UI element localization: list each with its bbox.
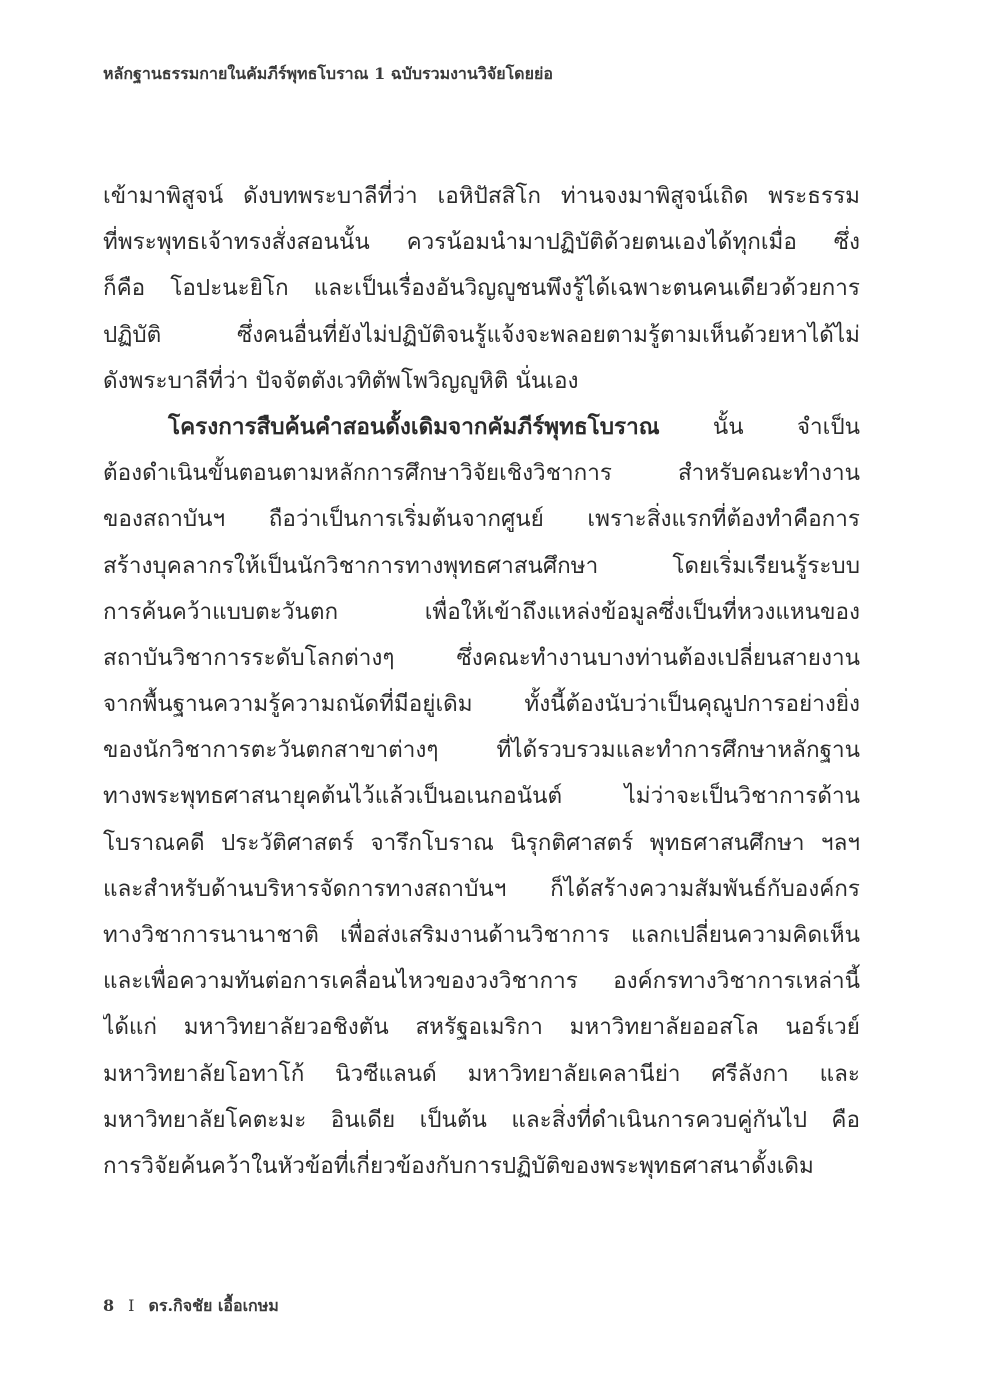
text-line: มหาวิทยาลัยโคตะมะ อินเดีย เป็นต้น และสิ่งที่ดำเนินการควบคู่กันไป คือ — [103, 1106, 860, 1133]
project-title: โครงการสืบค้นคำสอนดั้งเดิมจากคัมภีร์พุทธโบราณ — [168, 413, 660, 440]
text-line: ทางพระพุทธศาสนายุคต้นไว้แล้วเป็นอเนกอนันต์ ไม่ว่าจะเป็นวิชาการด้าน — [103, 783, 860, 810]
text-line: ได้แก่ มหาวิทยาลัยวอชิงตัน สหรัฐอเมริกา มหาวิทยาลัยออสโล นอร์เวย์ — [103, 1014, 860, 1041]
text-line: ทางวิชาการนานาชาติ เพื่อส่งเสริมงานด้านวิชาการ แลกเปลี่ยนความคิดเห็น — [103, 922, 860, 948]
text-line: และเพื่อความทันต่อการเคลื่อนไหวของวงวิชาการ องค์กรทางวิชาการเหล่านี้ — [103, 968, 860, 995]
page-footer — [103, 1294, 279, 1319]
text-line: ของสถาบันฯ ถือว่าเป็นการเริ่มต้นจากศูนย์ เพราะสิ่งแรกที่ต้องทำคือการ — [103, 506, 860, 533]
text-line: การวิจัยค้นคว้าในหัวข้อที่เกี่ยวข้องกับการปฏิบัติของพระพุทธศาสนาดั้งเดิม — [103, 1152, 814, 1179]
text-line: ดังพระบาลีที่ว่า ปัจจัตตังเวทิตัพโพวิญญูหิติ นั่นเอง — [103, 367, 579, 394]
text-line: ก็คือ โอปะนะยิโก และเป็นเรื่องอันวิญญูชนพึงรู้ได้เฉพาะตนคนเดียวด้วยการ — [103, 275, 860, 302]
footer-separator: I — [128, 1296, 135, 1315]
text-line: สถาบันวิชาการระดับโลกต่างๆ ซึ่งคณะทำงานบางท่านต้องเปลี่ยนสายงาน — [103, 644, 860, 671]
running-header: หลักฐานธรรมกายในคัมภีร์พุทธโบราณ 1 ฉบับรวมงานวิจัยโดยย่อ — [103, 64, 553, 83]
text-line: สร้างบุคลากรให้เป็นนักวิชาการทางพุทธศาสนศึกษา โดยเริ่มเรียนรู้ระบบ — [103, 552, 860, 579]
text-line: จากพื้นฐานความรู้ความถนัดที่มีอยู่เดิม ทั้งนี้ต้องนับว่าเป็นคุณูปการอย่างยิ่ง — [103, 691, 860, 718]
first-line-rest: นั้น จำเป็น — [659, 413, 860, 440]
page-number: 8 — [103, 1296, 115, 1315]
text-line: ปฏิบัติ ซึ่งคนอื่นที่ยังไม่ปฏิบัติจนรู้แจ้งจะพลอยตามรู้ตามเห็นด้วยหาได้ไม่ — [103, 321, 860, 348]
body-text — [103, 173, 860, 1189]
text-line: การค้นคว้าแบบตะวันตก เพื่อให้เข้าถึงแหล่งข้อมูลซึ่งเป็นที่หวงแหนของ — [103, 598, 860, 625]
text-line: ของนักวิชาการตะวันตกสาขาต่างๆ ที่ได้รวบรวมและทำการศึกษาหลักฐาน — [103, 737, 860, 764]
text-line: ที่พระพุทธเจ้าทรงสั่งสอนนั้น ควรน้อมนำมาปฏิบัติด้วยตนเองได้ทุกเมื่อ ซึ่ง — [103, 229, 860, 256]
text-line: โบราณคดี ประวัติศาสตร์ จารึกโบราณ นิรุกติศาสตร์ พุทธศาสนศึกษา ฯลฯ — [103, 829, 860, 856]
paragraph-1 — [103, 173, 860, 404]
paragraph-2 — [103, 404, 860, 1189]
paragraph-2-first-line — [103, 404, 860, 450]
text-line: มหาวิทยาลัยโอทาโก้ นิวซีแลนด์ มหาวิทยาลัยเคลานีย่า ศรีลังกา และ — [103, 1060, 860, 1087]
author-name: ดร.กิจชัย เอื้อเกษม — [148, 1296, 279, 1315]
text-line: ต้องดำเนินขั้นตอนตามหลักการศึกษาวิจัยเชิงวิชาการ สำหรับคณะทำงาน — [103, 460, 860, 487]
text-line: และสำหรับด้านบริหารจัดการทางสถาบันฯ ก็ได้สร้างความสัมพันธ์กับองค์กร — [103, 875, 860, 902]
text-line: เข้ามาพิสูจน์ ดังบทพระบาลีที่ว่า เอหิปัสสิโก ท่านจงมาพิสูจน์เถิด พระธรรม — [103, 183, 860, 209]
